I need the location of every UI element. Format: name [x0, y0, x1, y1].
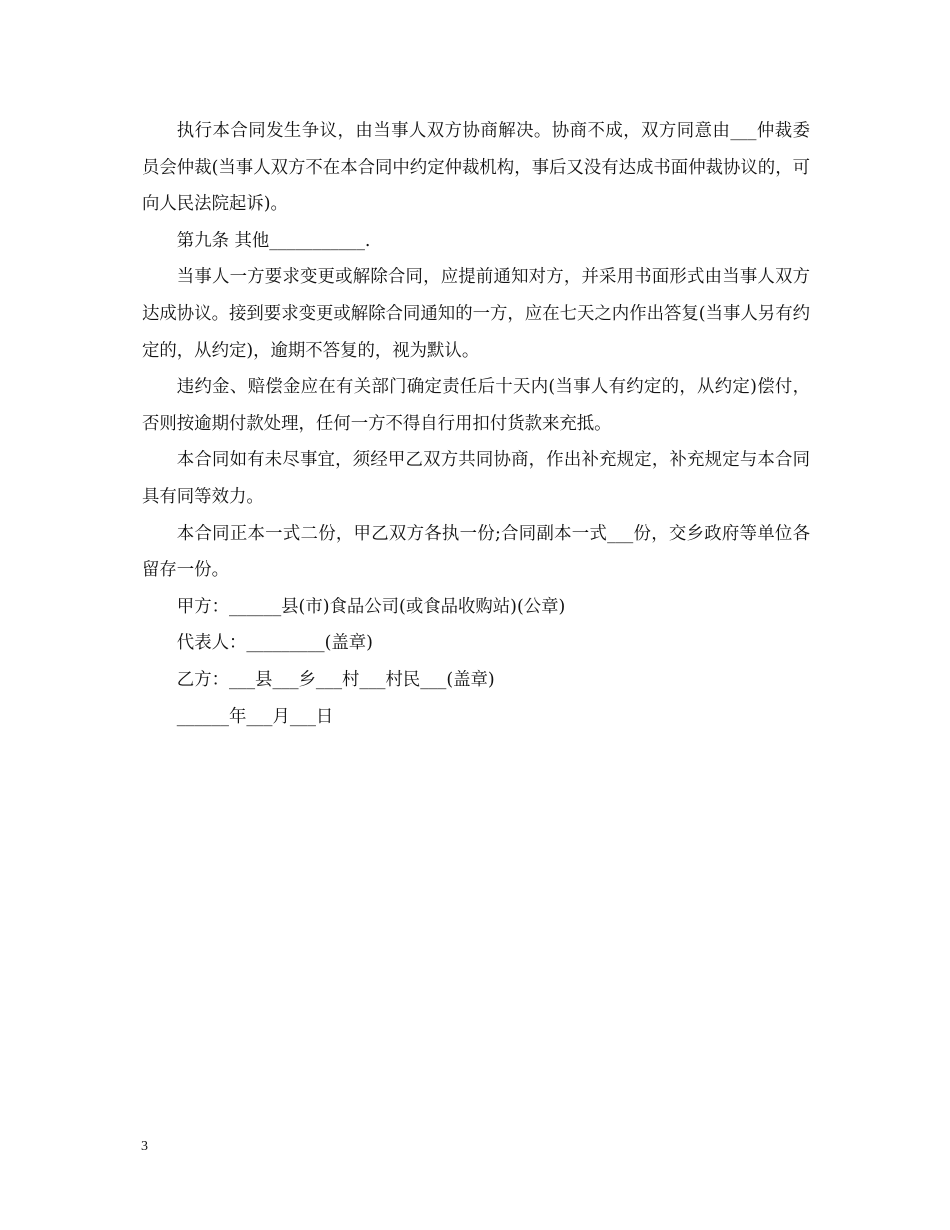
party-a-signature-line: 甲方：______县(市)食品公司(或食品收购站)(公章) — [176, 596, 566, 617]
supplementary-terms-paragraph: 本合同如有未尽事宜，须经甲乙双方共同协商，作出补充规定，补充规定与本合同具有同等效力。 — [142, 450, 810, 507]
penalty-payment-paragraph: 违约金、赔偿金应在有关部门确定责任后十天内(当事人有约定的，从约定)偿付，否则按逾期付款处理，任何一方不得自行用扣付货款来充抵。 — [142, 377, 810, 434]
page-number: 3 — [141, 1139, 148, 1154]
representative-signature-line: 代表人：_________(盖章) — [176, 633, 373, 654]
party-b-signature-line: 乙方：___县___乡___村___村民___(盖章) — [176, 669, 495, 690]
dispute-resolution-paragraph: 执行本合同发生争议，由当事人双方协商解决。协商不成，双方同意由___仲裁委员会仲裁(当事人双方不在本合同中约定仲裁机构，事后又没有达成书面仲裁协议的，可向人民法院起诉)。 — [142, 121, 810, 215]
date-line: ______年___月___日 — [176, 706, 334, 727]
contract-copies-paragraph: 本合同正本一式二份，甲乙双方各执一份;合同副本一式___份，交乡政府等单位各留存一份。 — [142, 523, 810, 581]
article-nine-other: 第九条 其他___________. — [176, 230, 371, 251]
contract-body — [142, 113, 810, 735]
contract-change-paragraph: 当事人一方要求变更或解除合同，应提前通知对方，并采用书面形式由当事人双方达成协议。接到要求变更或解除合同通知的一方，应在七天之内作出答复(当事人另有约定的，从约定)，逾期不答复的，视为默认。 — [142, 267, 810, 361]
